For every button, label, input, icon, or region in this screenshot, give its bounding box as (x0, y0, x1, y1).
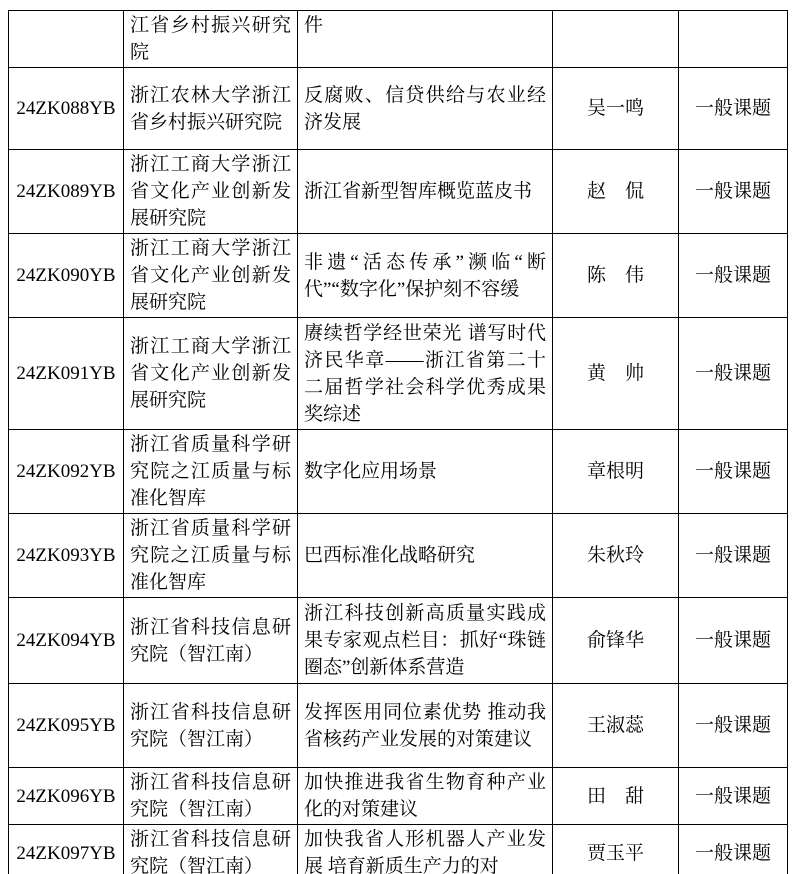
category-cell: 一般课题 (679, 768, 788, 825)
category-cell: 一般课题 (679, 684, 788, 768)
project-title-cell: 加快我省人形机器人产业发展 培育新质生产力的对 (298, 825, 553, 874)
project-title-cell: 巴西标准化战略研究 (298, 514, 553, 598)
table-row (9, 11, 788, 68)
project-title-cell: 数字化应用场景 (298, 430, 553, 514)
project-title-cell: 非遗“活态传承”濒临“断代”“数字化”保护刻不容缓 (298, 234, 553, 318)
category-cell: 一般课题 (679, 514, 788, 598)
project-code-cell: 24ZK096YB (9, 768, 124, 825)
institution-cell: 浙江工商大学浙江省文化产业创新发展研究院 (124, 234, 298, 318)
institution-cell: 浙江省科技信息研究院（智江南） (124, 598, 298, 684)
institution-cell: 浙江农林大学浙江省乡村振兴研究院 (124, 68, 298, 150)
project-title-cell: 加快推进我省生物育种产业化的对策建议 (298, 768, 553, 825)
institution-cell: 浙江省科技信息研究院（智江南） (124, 825, 298, 874)
category-cell: 一般课题 (679, 598, 788, 684)
project-code-cell: 24ZK095YB (9, 684, 124, 768)
category-cell (679, 11, 788, 68)
category-cell: 一般课题 (679, 150, 788, 234)
leader-name-cell: 朱秋玲 (553, 514, 679, 598)
table-row (9, 768, 788, 825)
category-cell: 一般课题 (679, 430, 788, 514)
table-row (9, 318, 788, 430)
table-row (9, 234, 788, 318)
leader-name-cell: 贾玉平 (553, 825, 679, 874)
project-title-cell: 浙江省新型智库概览蓝皮书 (298, 150, 553, 234)
leader-name-cell: 田 甜 (553, 768, 679, 825)
project-code-cell: 24ZK090YB (9, 234, 124, 318)
project-code-cell: 24ZK094YB (9, 598, 124, 684)
table-row (9, 684, 788, 768)
project-code-cell: 24ZK088YB (9, 68, 124, 150)
category-cell: 一般课题 (679, 318, 788, 430)
project-code-cell: 24ZK093YB (9, 514, 124, 598)
institution-cell: 江省乡村振兴研究院 (124, 11, 298, 68)
project-title-cell: 件 (298, 11, 553, 68)
leader-name-cell: 赵 侃 (553, 150, 679, 234)
table-row (9, 68, 788, 150)
category-cell: 一般课题 (679, 68, 788, 150)
table-row (9, 598, 788, 684)
table-row (9, 430, 788, 514)
table-row (9, 150, 788, 234)
project-code-cell: 24ZK091YB (9, 318, 124, 430)
project-code-cell: 24ZK092YB (9, 430, 124, 514)
institution-cell: 浙江工商大学浙江省文化产业创新发展研究院 (124, 318, 298, 430)
leader-name-cell: 俞锋华 (553, 598, 679, 684)
table-row (9, 825, 788, 874)
institution-cell: 浙江工商大学浙江省文化产业创新发展研究院 (124, 150, 298, 234)
leader-name-cell: 王淑蕊 (553, 684, 679, 768)
institution-cell: 浙江省质量科学研究院之江质量与标准化智库 (124, 430, 298, 514)
projects-table (8, 10, 788, 874)
project-title-cell: 发挥医用同位素优势 推动我省核药产业发展的对策建议 (298, 684, 553, 768)
project-code-cell: 24ZK089YB (9, 150, 124, 234)
leader-name-cell (553, 11, 679, 68)
institution-cell: 浙江省科技信息研究院（智江南） (124, 684, 298, 768)
project-title-cell: 反腐败、信贷供给与农业经济发展 (298, 68, 553, 150)
leader-name-cell: 陈 伟 (553, 234, 679, 318)
project-title-cell: 赓续哲学经世荣光 谱写时代济民华章——浙江省第二十二届哲学社会科学优秀成果奖综述 (298, 318, 553, 430)
institution-cell: 浙江省质量科学研究院之江质量与标准化智库 (124, 514, 298, 598)
project-code-cell: 24ZK097YB (9, 825, 124, 874)
table-row (9, 514, 788, 598)
project-title-cell: 浙江科技创新高质量实践成果专家观点栏目：抓好“珠链圈态”创新体系营造 (298, 598, 553, 684)
leader-name-cell: 吴一鸣 (553, 68, 679, 150)
projects-table-body (9, 11, 788, 874)
project-code-cell (9, 11, 124, 68)
leader-name-cell: 黄 帅 (553, 318, 679, 430)
category-cell: 一般课题 (679, 825, 788, 874)
institution-cell: 浙江省科技信息研究院（智江南） (124, 768, 298, 825)
category-cell: 一般课题 (679, 234, 788, 318)
leader-name-cell: 章根明 (553, 430, 679, 514)
